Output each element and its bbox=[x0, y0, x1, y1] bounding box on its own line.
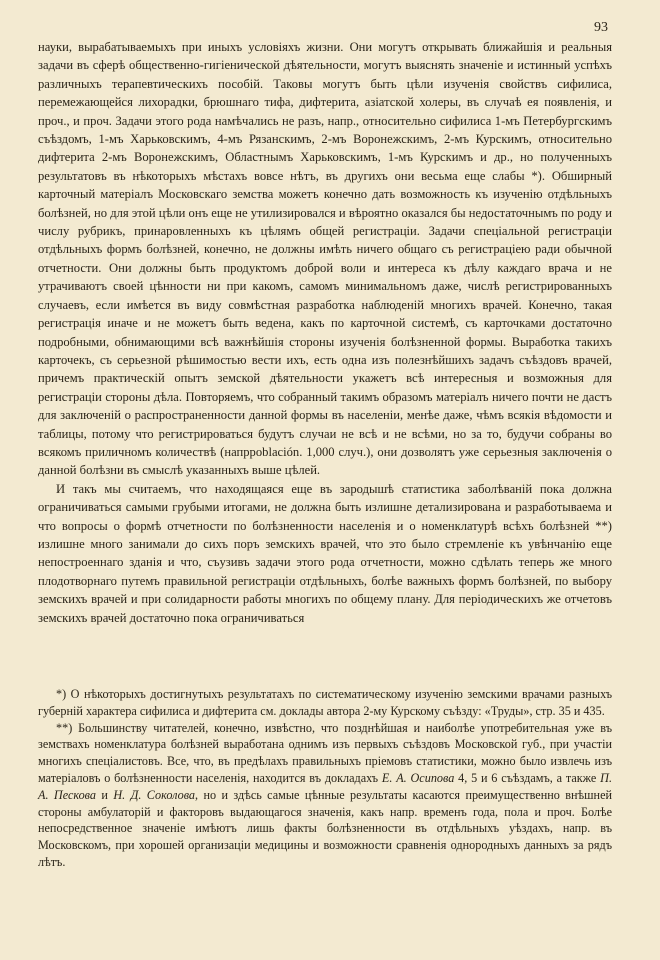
main-text bbox=[38, 38, 612, 627]
footnote-2-text-c: и bbox=[96, 787, 114, 802]
paragraph-2: И такъ мы считаемъ, что находящаяся еще въ зародышѣ статистика заболѣваній пока должна ограничиваться самыми грубыми итогами, не должна быть излишне детализирована и разработываема и что вопросы о формѣ отчетности по болѣзненности населенія и о номенклатурѣ всѣхъ болѣзней **) излишне много занимали до сихъ поръ земскихъ врачей, что это было стремленіе къ увѣнчанію еще непостроеннаго зданія и что, съузивъ задачи этого рода отчетности, можно сдѣлать теперь же много плодотворнаго путемъ правильной регистраціи отдѣльныхъ, болѣе важныхъ формъ болѣзней, по выбору земскихъ врачей и при солидарности работы многихъ по общему плану. Для періодическихъ же отчетовъ земскихъ врачей достаточно пока ограничиваться bbox=[38, 481, 612, 625]
footnote-2-text-b: 4, 5 и 6 съѣздамъ, а также bbox=[454, 770, 601, 785]
footnote-2 bbox=[38, 720, 612, 871]
author-name-osipov: Е. А. Осипова bbox=[381, 770, 455, 785]
footnote-2-text-a: **) Большинству читателей, конечно, извѣстно, что позднѣйшая и наиболѣе употребительная уже въ земствахъ номенклатура болѣзней выработана однимъ изъ первыхъ съѣздовъ Московской губ., при участіи многихъ спеціалистовъ. Все, что, въ предѣлахъ правильныхъ пріемовъ статистики, можно было извлечь изъ матеріаловъ о болѣзненности населенія, находится въ докладахъ bbox=[38, 720, 612, 785]
author-name-sokolov: Н. Д. Соколова bbox=[113, 787, 195, 802]
footnote-1: *) О нѣкоторыхъ достигнутыхъ результатахъ по систематическому изученію земскими врачами разныхъ губерній характера сифилиса и дифтерита см. доклады автора 2-му Курскому съѣзду: «Труды», стр. 35 и 435. bbox=[38, 687, 612, 718]
page-number: 93 bbox=[594, 20, 608, 35]
paragraph-1: науки, вырабатываемыхъ при иныхъ условіяхъ жизни. Они могутъ открывать ближайшія и реальныя задачи въ сферѣ общественно-гигіенической дѣятельности, могутъ выяснять значеніе и истинный успѣхъ различныхъ терапевтическихъ пособій. Таковы могутъ быть цѣли изученія свойствъ сифилиса, перемежающейся лихорадки, брюшнаго тифа, дифтерита, азіатской холеры, въ случаѣ ея появленія, и проч., и проч. Задачи этого рода намѣчались не разъ, напр., относительно сифилиса 1-мъ Петербургскимъ съѣздомъ, 1-мъ Харьковскимъ, 4-мъ Рязанскимъ, 2-мъ Воронежскимъ, 2-мъ Курскимъ, относительно дифтерита 2-мъ Воронежскимъ, Областнымъ Харьковскимъ, 1-мъ Курскимъ и др., но полученныхъ результатовъ въ нѣкоторыхъ мѣстахъ вовсе нѣтъ, въ другихъ они весьма еще слабы *). Обширный карточный матеріалъ Московскаго земства можетъ конечно дать возможность къ изученію отдѣльныхъ болѣзней, но для этой цѣли онъ еще не утилизировался и вѣроятно оказался бы недостаточнымъ по роду и числу рубрикъ, принаровленныхъ къ цѣлямъ общей регистраціи. Задачи спеціальной регистраціи отдѣльныхъ формъ болѣзней, конечно, не должны имѣть ничего общаго съ регистраціею ради обычной отчетности. Они должны быть продуктомъ доброй воли и интереса къ дѣлу каждаго врача и не утрачиваютъ своей цѣнности ни при какомъ, самомъ минимальномъ даже, числѣ регистрированныхъ случаевъ, если имѣется въ виду совмѣстная разработка наблюденій многихъ врачей. Конечно, такая регистрація иначе и не можетъ быть ведена, какъ по карточной системѣ, съ карточками достаточно подробными, обнимающими всѣ важнѣйшія стороны изученія болѣзненной формы. Выработка такихъ карточекъ, съ серьезной рѣшимостью вести ихъ, есть одна изъ полезнѣйшихъ задачъ съѣздовъ врачей, причемъ практическій опытъ земской дѣятельности укажетъ всѣ интересныя и возможныя для регистраціи стороны дѣла. Повторяемъ, что собранный такимъ образомъ матеріалъ ничего почти не дастъ для заключеній о распространенности данной формы въ населеніи, менѣе даже, чѣмъ всякія вѣдомости и таблицы, потому что регистрироваться будутъ случаи не всѣ и не всѣми, но за то, будучи собраны во всякомъ приличномъ количествѣ (напрpoblación. 1,000 случ.), они дозволятъ уже серьезныя заключенія о данной болѣзни въ смыслѣ указанныхъ выше цѣлей. bbox=[38, 40, 612, 478]
footnotes bbox=[38, 686, 612, 871]
author-name-peskov: П. А. Пескова bbox=[38, 770, 612, 802]
footnote-2-text-d: , но и здѣсь самые цѣнные результаты касаются преимущественно внѣшней стороны амбулаторій и факторовъ выдающагося значенія, какъ напр. временъ года, пола и проч. Болѣе непосредственное значеніе имѣютъ лишь факты болѣзненности въ отдѣльныхъ уѣздахъ, напр. въ Московскомъ, при хорошей организаціи медицины и возможности сравненія однородныхъ данныхъ за рядъ лѣтъ. bbox=[38, 787, 612, 869]
